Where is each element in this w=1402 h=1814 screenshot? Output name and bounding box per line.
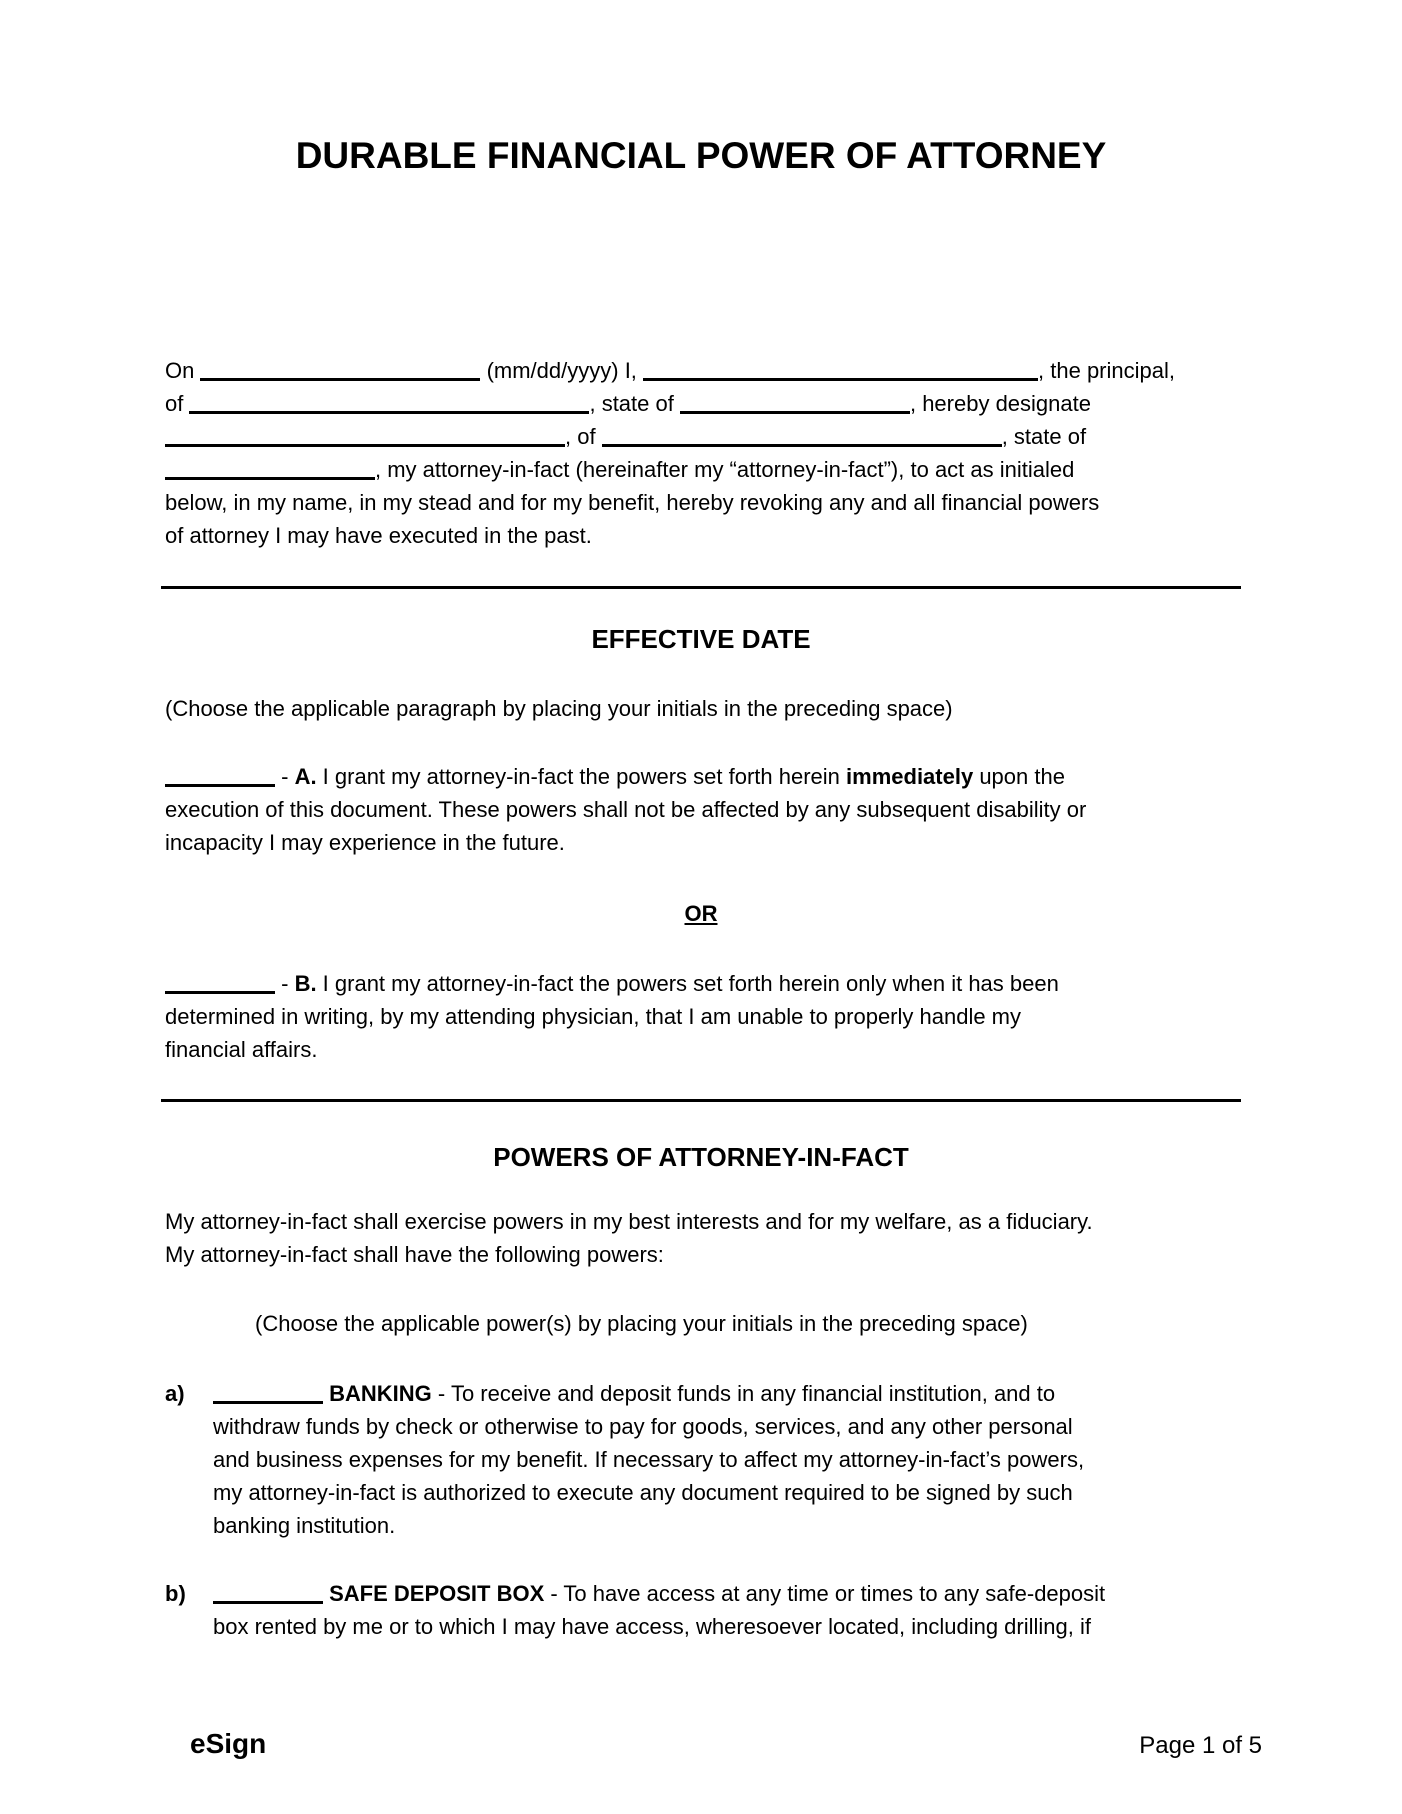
text-line (165, 1238, 1093, 1271)
text-run: , state of (1001, 424, 1087, 449)
powers-instruction: (Choose the applicable power(s) by placing your initials in the preceding space) (255, 1311, 1028, 1336)
text-line (165, 519, 1175, 552)
text-run: , hereby designate (909, 391, 1091, 416)
blank-field[interactable] (643, 378, 1038, 381)
text-run: I grant my attorney-in-fact the powers set forth herein only when it has been (316, 971, 1059, 996)
text-line (213, 1610, 1105, 1643)
text-run: financial affairs. (165, 1037, 318, 1062)
section-heading-powers: POWERS OF ATTORNEY-IN-FACT (493, 1142, 909, 1172)
option-a-paragraph (165, 760, 1086, 859)
blank-field[interactable] (680, 411, 910, 414)
blank-field[interactable] (165, 784, 275, 787)
text-run: and business expenses for my benefit. If necessary to affect my attorney-in-fact’s powers, (213, 1447, 1085, 1472)
emphasis-text: immediately (846, 764, 974, 789)
item-marker-b: b) (165, 1581, 186, 1606)
intro-paragraph (165, 354, 1175, 552)
blank-field[interactable] (165, 477, 375, 480)
text-run: , state of (589, 391, 680, 416)
text-run: - To receive and deposit funds in any financial institution, and to (431, 1381, 1056, 1406)
text-run: I grant my attorney-in-fact the powers set forth herein (316, 764, 847, 789)
text-run: - To have access at any time or times to any safe-deposit (544, 1581, 1106, 1606)
page-footer (190, 1727, 1262, 1762)
emphasis-text: SAFE DEPOSIT BOX (329, 1581, 545, 1606)
blank-field[interactable] (602, 444, 1002, 447)
blank-field[interactable] (213, 1601, 323, 1604)
text-run: - (275, 971, 295, 996)
blank-field[interactable] (165, 991, 275, 994)
text-run: of attorney I may have executed in the past. (165, 523, 592, 548)
emphasis-text: BANKING (329, 1381, 432, 1406)
text-line (213, 1410, 1084, 1443)
text-line (165, 453, 1175, 486)
section-divider-powers (161, 1099, 1241, 1102)
text-run: On (165, 358, 201, 383)
text-run: My attorney-in-fact shall exercise powers in my best interests and for my welfare, as a fiduciary. (165, 1209, 1093, 1234)
option-b-paragraph (165, 967, 1059, 1066)
text-run: below, in my name, in my stead and for my benefit, hereby revoking any and all financial powers (165, 490, 1100, 515)
section-divider-effective-date (161, 586, 1241, 589)
text-run: - (275, 764, 295, 789)
blank-field[interactable] (200, 378, 480, 381)
text-run: determined in writing, by my attending physician, that I am unable to properly handle my (165, 1004, 1022, 1029)
text-line (165, 1000, 1059, 1033)
item-marker-a: a) (165, 1381, 185, 1406)
text-line (165, 420, 1175, 453)
blank-field[interactable] (213, 1401, 323, 1404)
text-line (165, 1033, 1059, 1066)
text-line (165, 826, 1086, 859)
page-indicator: Page 1 of 5 (1139, 1732, 1262, 1759)
effective-date-instruction: (Choose the applicable paragraph by placing your initials in the preceding space) (165, 696, 953, 721)
powers-intro-paragraph (165, 1205, 1093, 1271)
power-item-banking (165, 1377, 1084, 1542)
text-line (213, 1577, 1105, 1610)
document-title: DURABLE FINANCIAL POWER OF ATTORNEY (295, 135, 1107, 176)
text-line (165, 1205, 1093, 1238)
text-line (213, 1377, 1084, 1410)
text-run: execution of this document. These powers shall not be affected by any subsequent disability or (165, 797, 1087, 822)
text-line (213, 1476, 1084, 1509)
text-run: incapacity I may experience in the future. (165, 830, 565, 855)
text-line (165, 967, 1059, 1000)
text-run: of (165, 391, 190, 416)
text-run: box rented by me or to which I may have access, wheresoever located, including drilling, if (213, 1614, 1091, 1639)
text-line (213, 1443, 1084, 1476)
power-item-safe-deposit-box-text (213, 1577, 1105, 1643)
blank-field[interactable] (165, 444, 565, 447)
text-run: My attorney-in-fact shall have the following powers: (165, 1242, 664, 1267)
text-run: banking institution. (213, 1513, 396, 1538)
or-separator: OR (684, 901, 718, 926)
text-run: my attorney-in-fact is authorized to execute any document required to be signed by such (213, 1480, 1073, 1505)
text-run: , of (565, 424, 602, 449)
text-line (165, 760, 1086, 793)
power-item-banking-text (213, 1377, 1084, 1542)
blank-field[interactable] (189, 411, 589, 414)
text-line (165, 793, 1086, 826)
text-run: , my attorney-in-fact (hereinafter my “attorney-in-fact”), to act as initialed (375, 457, 1075, 482)
text-run: , the principal, (1038, 358, 1175, 383)
emphasis-text: A. (294, 764, 317, 789)
text-run: upon the (973, 764, 1065, 789)
text-run: withdraw funds by check or otherwise to pay for goods, services, and any other personal (213, 1414, 1073, 1439)
text-run: (mm/dd/yyyy) I, (480, 358, 644, 383)
brand-logo: eSign (190, 1728, 267, 1759)
text-line (165, 486, 1175, 519)
text-line (213, 1509, 1084, 1542)
text-line (165, 387, 1175, 420)
section-heading-effective-date: EFFECTIVE DATE (591, 624, 811, 654)
emphasis-text: B. (294, 971, 317, 996)
text-line (165, 354, 1175, 387)
power-item-safe-deposit-box (165, 1577, 1105, 1643)
